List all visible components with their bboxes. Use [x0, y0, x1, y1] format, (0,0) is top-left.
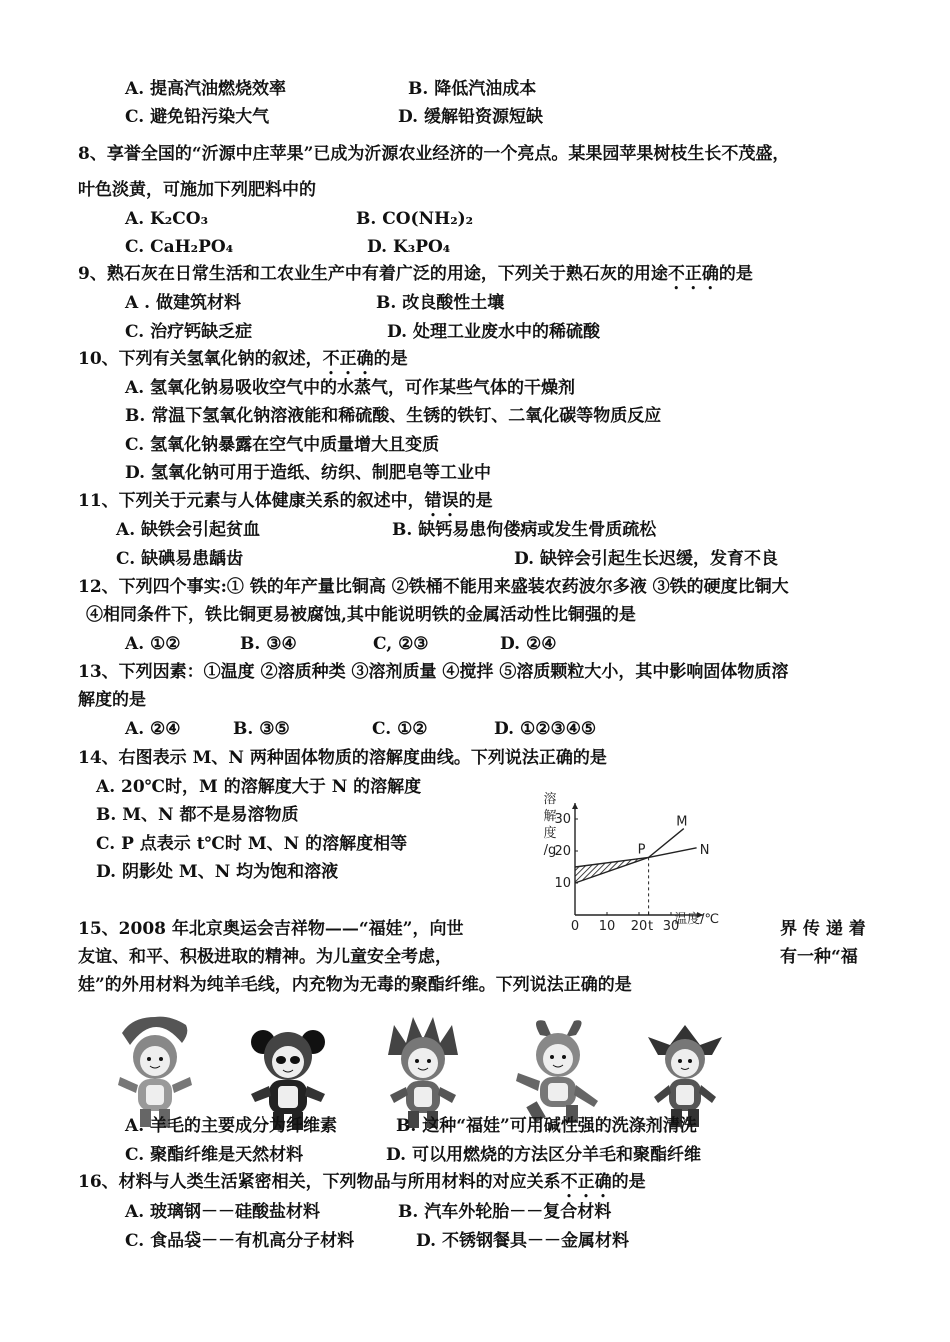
x-tick-label: 30 — [662, 919, 680, 934]
q7-option-c: C. 避免铅污染大气 — [125, 107, 270, 127]
q11-option-b: B. 缺钙易患佝偻病或发生骨质疏松 — [392, 520, 657, 540]
fuwa-beibei-illustration — [110, 1015, 200, 1130]
q12-stem-line1: 12、下列四个事实:① 铁的年产量比铜高 ②铁桶不能用来盛装农药波尔多液 ③铁的硬度比铜大 — [78, 577, 789, 597]
q12-option-d: D. ②④ — [500, 634, 557, 654]
fuwa-yingying-illustration — [510, 1015, 610, 1130]
q12-option-c: C, ②③ — [373, 634, 429, 654]
q14-option-b: B. M、N 都不是易溶物质 — [96, 805, 299, 825]
y-tick-label: 10 — [554, 876, 571, 891]
q11-option-d: D. 缺锌会引起生长迟缓，发育不良 — [514, 549, 778, 569]
q11-emphasis: 错误 — [424, 491, 459, 511]
y-tick-label: 20 — [554, 844, 571, 859]
x-tick-label: 10 — [598, 919, 616, 934]
q15-stem-line3: 娃”的外用材料为纯羊毛线，内充物为无毒的聚酯纤维。下列说法正确的是 — [78, 975, 632, 995]
q12-option-a: A. ①② — [125, 634, 181, 654]
q16-stem-tail: 的是 — [611, 1172, 646, 1192]
q14-option-a: A. 20℃时，M 的溶解度大于 N 的溶解度 — [96, 777, 422, 797]
q9-option-c: C. 治疗钙缺乏症 — [125, 322, 253, 342]
q9-stem — [78, 263, 753, 294]
q9-stem-tail: 的是 — [718, 264, 753, 284]
q12-option-b: B. ③④ — [240, 634, 297, 654]
series-line-n — [575, 848, 697, 867]
x-tick-label: t — [648, 919, 654, 934]
q16-option-c: C. 食品袋－－有机高分子材料 — [125, 1231, 355, 1251]
q10-option-c: C. 氢氧化钠暴露在空气中质量增大且变质 — [125, 435, 440, 455]
q11-stem-tail: 的是 — [458, 491, 493, 511]
q8-option-b: B. CO(NH₂)₂ — [356, 209, 474, 229]
q15-option-d: D. 可以用燃烧的方法区分羊毛和聚酯纤维 — [386, 1145, 701, 1165]
q9-option-a: A . 做建筑材料 — [125, 293, 241, 313]
q10-option-b: B. 常温下氢氧化钠溶液能和稀硫酸、生锈的铁钉、二氧化碳等物质反应 — [125, 406, 662, 426]
q14-option-d: D. 阴影处 M、N 均为饱和溶液 — [96, 862, 339, 882]
q16-option-a: A. 玻璃钢－－硅酸盐材料 — [125, 1202, 321, 1222]
q15-stem-line2-left: 友谊、和平、积极进取的精神。为儿童安全考虑， — [78, 947, 452, 967]
q9-option-d: D. 处理工业废水中的稀硫酸 — [387, 322, 600, 342]
series-label-m: M — [676, 814, 688, 830]
q10-option-d: D. 氢氧化钠可用于造纸、纺织、制肥皂等工业中 — [125, 463, 491, 483]
q8-option-a: A. K₂CO₃ — [125, 209, 209, 229]
q15-option-c: C. 聚酯纤维是天然材料 — [125, 1145, 304, 1165]
y-axis-label: 度 — [543, 826, 557, 841]
q14-option-c: C. P 点表示 t℃时 M、N 的溶解度相等 — [96, 834, 408, 854]
q10-stem-text: 10、下列有关氢氧化钠的叙述， — [78, 349, 323, 369]
q9-emphasis: 不正确 — [667, 264, 719, 284]
q13-stem-line2: 解度的是 — [78, 690, 146, 710]
y-axis-label: 解 — [543, 809, 557, 824]
q10-emphasis: 不正确 — [322, 349, 374, 369]
q16-option-b: B. 汽车外轮胎－－复合材料 — [398, 1202, 612, 1222]
fuwa-huanhuan-illustration — [378, 1015, 468, 1130]
q13-option-b: B. ③⑤ — [233, 719, 290, 739]
q7-option-a: A. 提高汽油燃烧效率 — [125, 79, 287, 99]
q11-stem-text: 11、下列关于元素与人体健康关系的叙述中， — [78, 491, 425, 511]
q7-option-d: D. 缓解铅资源短缺 — [398, 107, 543, 127]
q7-option-b: B. 降低汽油成本 — [408, 79, 537, 99]
q11-option-c: C. 缺碘易患龋齿 — [116, 549, 244, 569]
y-axis-arrow — [572, 803, 578, 809]
q16-stem — [78, 1171, 646, 1202]
q16-stem-text: 16、材料与人类生活紧密相关，下列物品与所用材料的对应关系 — [78, 1172, 561, 1192]
q13-option-a: A. ②④ — [125, 719, 181, 739]
solubility-chart — [530, 785, 760, 935]
y-axis-label: /g — [543, 843, 557, 858]
x-axis-label: 温度/℃ — [674, 912, 720, 927]
q14-stem: 14、右图表示 M、N 两种固体物质的溶解度曲线。下列说法正确的是 — [78, 748, 607, 768]
q13-option-c: C. ①② — [372, 719, 428, 739]
q13-stem-line1: 13、下列因素：①温度 ②溶质种类 ③溶剂质量 ④搅拌 ⑤溶质颗粒大小，其中影响固体物质溶 — [78, 662, 789, 682]
fuwa-nini-illustration — [640, 1015, 730, 1130]
x-tick-label: 0 — [570, 919, 580, 934]
y-tick-label: 30 — [554, 812, 571, 827]
series-label-n: N — [699, 842, 710, 858]
q16-emphasis: 不正确 — [560, 1172, 612, 1192]
q15-option-b: B. 这种“福娃”可用碱性强的洗涤剂清洗 — [396, 1116, 697, 1136]
q8-stem-line2: 叶色淡黄，可施加下列肥料中的 — [78, 180, 316, 200]
q15-stem-line1-left: 15、2008 年北京奥运会吉祥物——“福娃”，向世 — [78, 919, 464, 939]
point-label-p: P — [637, 842, 646, 858]
q10-option-a: A. 氢氧化钠易吸收空气中的水蒸气，可作某些气体的干燥剂 — [125, 378, 576, 398]
q12-stem-line2: ④相同条件下，铁比铜更易被腐蚀,其中能说明铁的金属活动性比铜强的是 — [86, 605, 636, 625]
y-axis-label: 溶 — [543, 792, 557, 807]
q8-stem-line1: 8、享誉全国的“沂源中庄苹果”已成为沂源农业经济的一个亮点。某果园苹果树枝生长不茂盛， — [78, 144, 790, 164]
q11-stem — [78, 490, 493, 521]
q8-option-d: D. K₃PO₄ — [367, 237, 451, 257]
q15-stem-line2-right: 有一种“福 — [780, 947, 858, 967]
q16-option-d: D. 不锈钢餐具－－金属材料 — [416, 1231, 629, 1251]
q8-option-c: C. CaH₂PO₄ — [125, 237, 234, 257]
q11-option-a: A. 缺铁会引起贫血 — [116, 520, 261, 540]
q15-stem-line1-right: 界 传 递 着 — [780, 919, 866, 939]
q10-stem-tail: 的是 — [373, 349, 408, 369]
q15-option-a: A. 羊毛的主要成分为纤维素 — [125, 1116, 338, 1136]
q13-option-d: D. ①②③④⑤ — [494, 719, 597, 739]
q10-stem — [78, 348, 408, 379]
q9-option-b: B. 改良酸性土壤 — [376, 293, 505, 313]
x-tick-label: 20 — [630, 919, 648, 934]
q9-stem-text: 9、熟石灰在日常生活和工农业生产中有着广泛的用途，下列关于熟石灰的用途 — [78, 264, 668, 284]
